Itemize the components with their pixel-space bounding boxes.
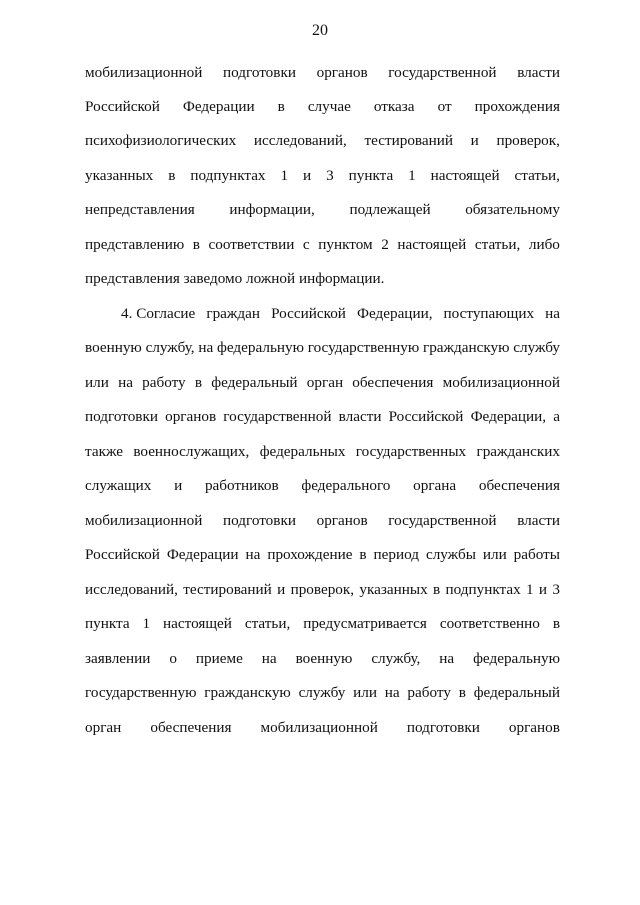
word: в	[552, 615, 560, 632]
word: гражданскую	[422, 339, 510, 356]
word: настоящей	[430, 167, 500, 184]
word: федеральную	[217, 339, 304, 356]
text-line	[85, 166, 560, 186]
word: статьи,	[244, 615, 291, 632]
word: с	[302, 236, 310, 253]
word: работу	[407, 684, 451, 701]
word: военную	[295, 650, 353, 667]
word: на	[198, 339, 214, 356]
word: прохождения	[474, 98, 560, 115]
word: органов	[165, 408, 217, 425]
word: государственной	[388, 64, 497, 81]
word: в	[168, 167, 176, 184]
word: настоящей	[397, 236, 467, 253]
word: Федерации	[182, 98, 255, 115]
word: 1	[142, 615, 151, 632]
word: 3	[326, 167, 334, 184]
word: психофизиологических	[85, 132, 237, 149]
text-line	[85, 63, 560, 83]
word: власти	[517, 64, 560, 81]
word: приеме	[195, 650, 243, 667]
word: 1	[280, 167, 289, 184]
text-line	[85, 614, 560, 634]
word: представлению	[85, 236, 185, 253]
text-line	[85, 580, 560, 600]
word: федеральный	[211, 374, 298, 391]
word: поступающих	[443, 305, 535, 322]
word: настоящей	[163, 615, 232, 632]
word: подпунктах	[190, 167, 266, 184]
word: и	[538, 581, 548, 598]
word: соответственно	[439, 615, 540, 632]
word: 1	[526, 581, 534, 598]
paragraph-4-start	[121, 304, 560, 324]
word: работу	[142, 374, 186, 391]
word: орган	[306, 374, 344, 391]
word: Российской	[271, 305, 346, 322]
word: службы	[425, 546, 476, 563]
word: статьи,	[474, 236, 521, 253]
word: на	[245, 546, 261, 563]
word: органов	[508, 719, 560, 736]
word: период	[373, 546, 420, 563]
word: служащих	[85, 477, 152, 494]
text-line	[85, 511, 560, 531]
word: государственных	[355, 443, 467, 460]
word: прохождение	[267, 546, 353, 563]
word: непредставления	[85, 201, 195, 218]
word: и	[470, 132, 479, 149]
word: 1	[408, 167, 416, 184]
word: федеральный	[473, 684, 560, 701]
text-line	[85, 649, 560, 669]
page-number: 20	[312, 22, 328, 39]
word: информации,	[229, 201, 315, 218]
word: Российской	[85, 546, 160, 563]
text-line	[85, 97, 560, 117]
word: соответствии	[208, 236, 295, 253]
word: исследований,	[253, 132, 347, 149]
word: подготовки	[406, 719, 480, 736]
word: либо	[528, 236, 560, 253]
word: Федерации,	[470, 408, 547, 425]
word: службу,	[371, 650, 421, 667]
word: орган	[85, 719, 122, 736]
word: военную	[85, 339, 142, 356]
word: подготовки	[85, 408, 158, 425]
word: обеспечения	[352, 374, 434, 391]
text-line	[85, 545, 560, 565]
word: государственную	[307, 339, 420, 356]
text-line	[85, 200, 560, 220]
word: в	[277, 98, 285, 115]
word: проверок,	[290, 581, 355, 598]
word: органов	[316, 64, 368, 81]
word: тестирований	[364, 132, 454, 149]
word: мобилизационной	[260, 719, 378, 736]
text-line	[85, 373, 560, 393]
word: также	[85, 443, 123, 460]
word: на	[384, 684, 400, 701]
word: гражданскую	[204, 684, 291, 701]
word: на	[439, 650, 455, 667]
word: службу	[298, 684, 346, 701]
text-line	[85, 718, 560, 738]
word: в	[192, 236, 200, 253]
word: или	[85, 374, 109, 391]
word: федерального	[301, 477, 391, 494]
word: работников	[204, 477, 279, 494]
word: в	[194, 374, 203, 391]
word: гражданских	[476, 443, 560, 460]
word: проверок,	[496, 132, 560, 149]
text-line	[85, 476, 560, 496]
word: 3	[552, 581, 560, 598]
word: и	[174, 477, 183, 494]
word: подготовки	[222, 64, 296, 81]
word: подпунктах	[445, 581, 521, 598]
text-line	[85, 683, 560, 703]
word: службу,	[145, 339, 195, 356]
word: мобилизационной	[442, 374, 560, 391]
word: Российской	[388, 408, 464, 425]
word: или	[482, 546, 507, 563]
text-line	[85, 338, 560, 358]
word: службу	[513, 339, 560, 356]
word: Федерации,	[356, 305, 433, 322]
word: о	[169, 650, 177, 667]
word: на	[261, 650, 277, 667]
word: указанных	[359, 581, 428, 598]
word: государственную	[85, 684, 197, 701]
text-line	[85, 442, 560, 462]
word: власти	[338, 408, 382, 425]
text-line	[85, 407, 560, 427]
word: государственной	[223, 408, 332, 425]
word: мобилизационной	[85, 512, 203, 529]
word: федеральных	[259, 443, 346, 460]
text-line	[85, 235, 560, 255]
word: подлежащей	[349, 201, 431, 218]
word: власти	[517, 512, 560, 529]
word: обеспечения	[478, 477, 560, 494]
word: представления заведомо ложной информации.	[85, 270, 385, 287]
word: пункта	[348, 167, 394, 184]
word: 4. Согласие	[121, 305, 196, 322]
word: или	[353, 684, 377, 701]
word: подготовки	[222, 512, 296, 529]
word: на	[545, 305, 560, 322]
word: в	[458, 684, 466, 701]
word: статьи,	[514, 167, 560, 184]
word: исследований,	[85, 581, 178, 598]
word: 2	[381, 236, 389, 253]
word: работы	[513, 546, 560, 563]
word: обязательному	[465, 201, 560, 218]
word: государственной	[388, 512, 497, 529]
word: предусматривается	[303, 615, 427, 632]
word: Федерации	[166, 546, 239, 563]
word: случае	[307, 98, 351, 115]
word: граждан	[206, 305, 261, 322]
word: и	[303, 167, 312, 184]
word: пункта	[85, 615, 130, 632]
word: в	[433, 581, 441, 598]
word: органов	[316, 512, 368, 529]
word: и	[277, 581, 286, 598]
word: тестирований	[183, 581, 272, 598]
word: Российской	[85, 98, 160, 115]
word: обеспечения	[150, 719, 232, 736]
text-line	[85, 269, 560, 289]
word: в	[359, 546, 367, 563]
word: федеральную	[473, 650, 560, 667]
word: военнослужащих,	[133, 443, 250, 460]
word: указанных	[85, 167, 154, 184]
word: пунктом	[318, 236, 373, 253]
text-line	[85, 131, 560, 151]
word: отказа	[373, 98, 415, 115]
word: а	[553, 408, 560, 425]
word: мобилизационной	[85, 64, 203, 81]
word: заявлении	[85, 650, 151, 667]
word: от	[437, 98, 452, 115]
word: на	[118, 374, 133, 391]
word: органа	[413, 477, 457, 494]
